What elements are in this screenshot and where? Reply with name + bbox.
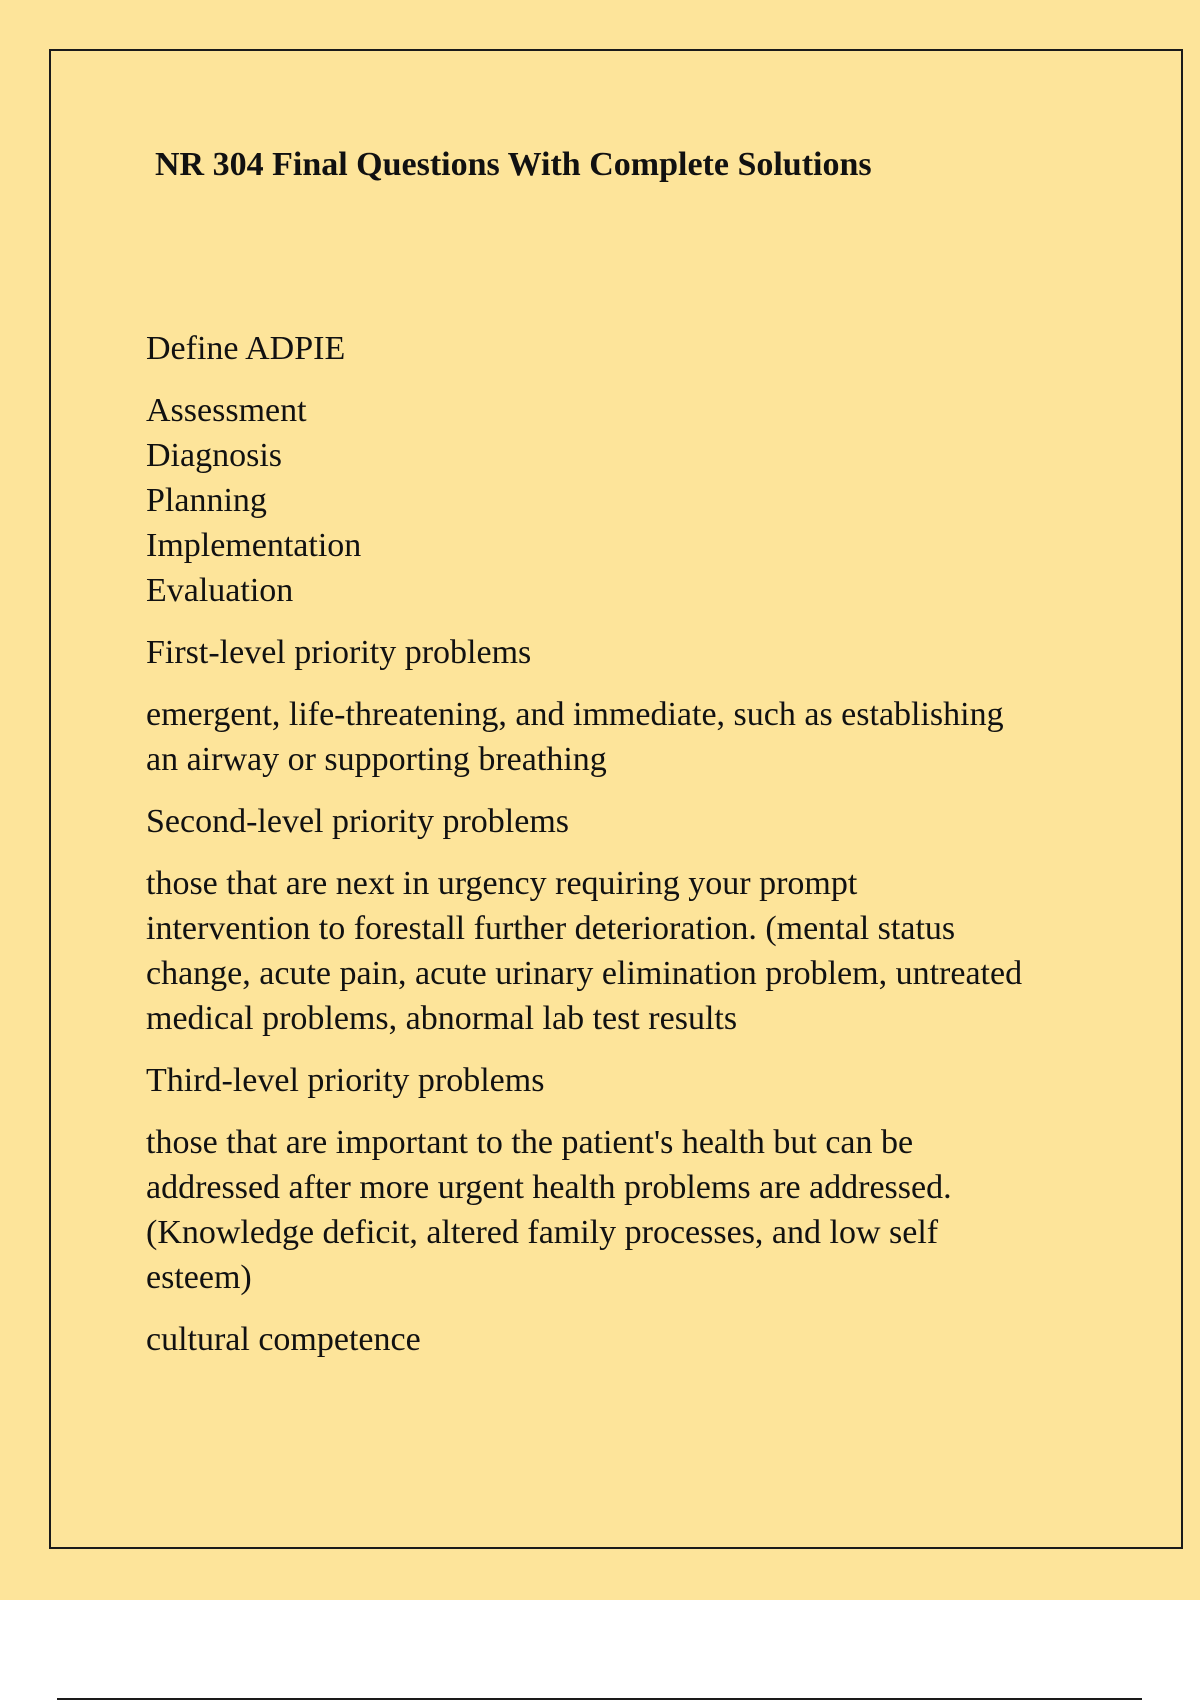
text-line: Second-level priority problems (146, 803, 570, 840)
question-define-adpie (146, 326, 1096, 371)
question-second-level (146, 799, 1096, 844)
text-line: medical problems, abnormal lab test results (146, 1000, 738, 1037)
text-line: cultural competence (146, 1321, 421, 1358)
question-cultural-competence (146, 1317, 1096, 1362)
text-line: First-level priority problems (146, 634, 532, 671)
text-line: esteem) (146, 1259, 252, 1296)
question-first-level (146, 630, 1096, 675)
text-line: those that are next in urgency requiring your prompt (146, 865, 858, 902)
answer-third-level (146, 1120, 1096, 1300)
text-line: emergent, life-threatening, and immediate, such as establishing (146, 696, 1004, 733)
answer-first-level (146, 692, 1096, 782)
question-third-level (146, 1058, 1096, 1103)
answer-second-level (146, 861, 1096, 1041)
text-line: those that are important to the patient's health but can be (146, 1124, 914, 1161)
text-line: Evaluation (146, 572, 294, 609)
qa-list (146, 326, 1096, 1379)
answer-adpie (146, 388, 1096, 613)
text-line: Third-level priority problems (146, 1062, 545, 1099)
document-title: NR 304 Final Questions With Complete Solutions (155, 146, 872, 183)
text-line: Implementation (146, 527, 362, 564)
text-line: intervention to forestall further deterioration. (mental status (146, 910, 956, 947)
text-line: Planning (146, 482, 267, 519)
text-line: an airway or supporting breathing (146, 741, 607, 778)
text-line: Assessment (146, 392, 307, 429)
text-line: Define ADPIE (146, 330, 346, 367)
text-line: addressed after more urgent health problems are addressed. (146, 1169, 952, 1206)
text-line: Diagnosis (146, 437, 282, 474)
text-line: change, acute pain, acute urinary elimination problem, untreated (146, 955, 1023, 992)
text-line: (Knowledge deficit, altered family processes, and low self (146, 1214, 939, 1251)
